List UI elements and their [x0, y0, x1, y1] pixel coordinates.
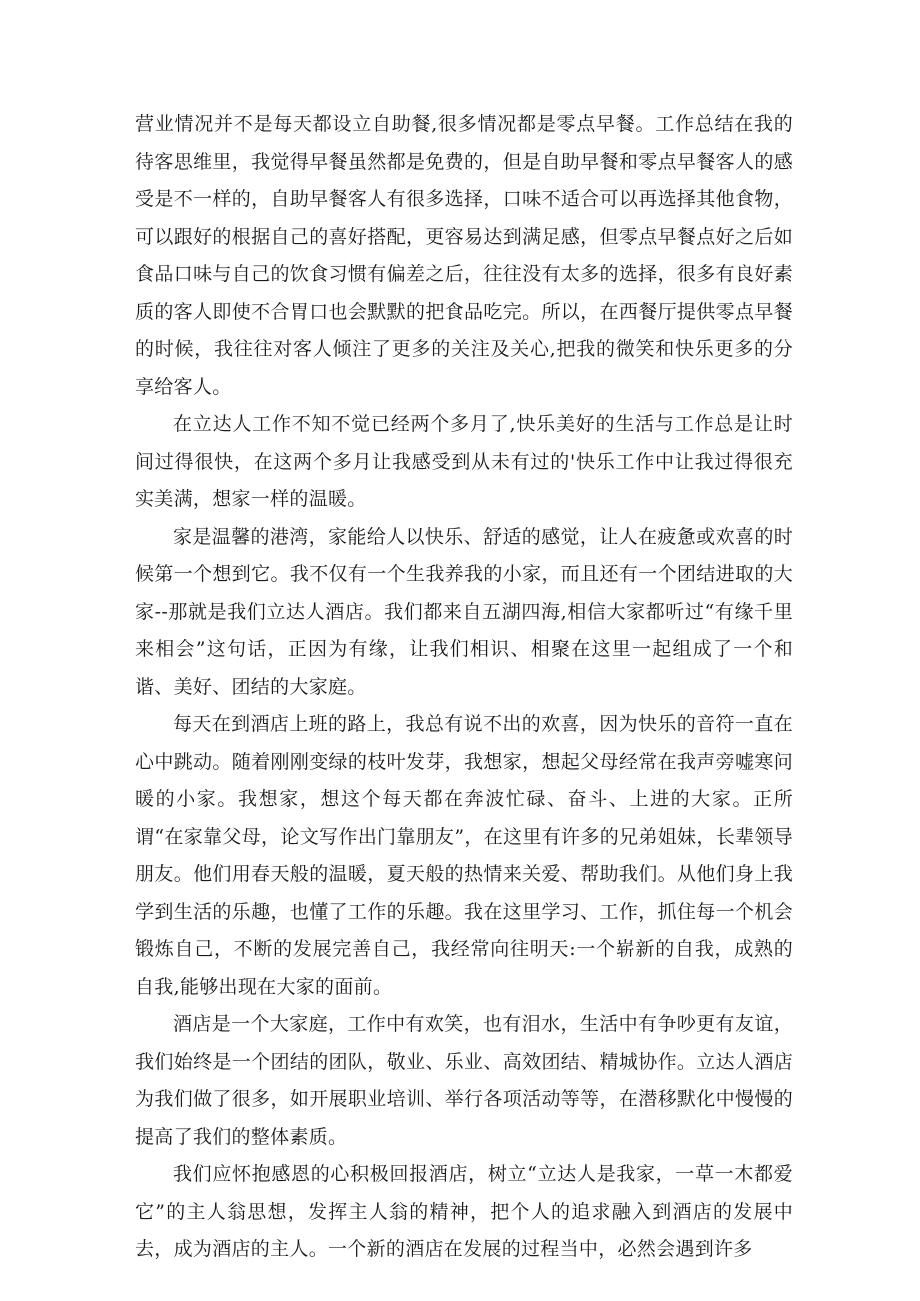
- document-body: [135, 106, 793, 1269]
- paragraph: 我们应怀抱感恩的心积极回报酒店，树立“立达人是我家，一草一木都爱它”的主人翁思想，发挥主人翁的精神，把个人的追求融入到酒店的发展中去，成为酒店的主人。一个新的酒店在发展的过程当中，必然会遇到许多: [135, 1163, 793, 1260]
- paragraph: 酒店是一个大家庭，工作中有欢笑，也有泪水，生活中有争吵更有友谊，我们始终是一个团结的团队，敬业、乐业、高效团结、精城协作。立达人酒店为我们做了很多，如开展职业培训、举行各项活动等等，在潜移默化中慢慢的提高了我们的整体素质。: [135, 1013, 793, 1148]
- paragraph: 在立达人工作不知不觉已经两个多月了,快乐美好的生活与工作总是让时间过得很快，在这两个多月让我感受到从未有过的'快乐工作中让我过得很充实美满，想家一样的温暖。: [135, 413, 793, 510]
- paragraph: 家是温馨的港湾，家能给人以快乐、舒适的感觉，让人在疲惫或欢喜的时候第一个想到它。我不仅有一个生我养我的小家，而且还有一个团结进取的大家--那就是我们立达人酒店。我们都来自五湖四海,相信大家都听过“有缘千里来相会”这句话，正因为有缘，让我们相识、相聚在这里一起组成了一个和谐、美好、团结的大家庭。: [135, 525, 793, 698]
- paragraph: 每天在到酒店上班的路上，我总有说不出的欢喜，因为快乐的音符一直在心中跳动。随着刚刚变绿的枝叶发芽，我想家，想起父母经常在我声旁嘘寒问暖的小家。我想家，想这个每天都在奔波忙碌、奋斗、上进的大家。正所谓“在家靠父母，论文写作出门靠朋友”，在这里有许多的兄弟姐妹，长辈领导朋友。他们用春天般的温暖，夏天般的热情来关爱、帮助我们。从他们身上我学到生活的乐趣，也懂了工作的乐趣。我在这里学习、工作，抓住每一个机会锻炼自己，不断的发展完善自己，我经常向往明天:一个崭新的自我，成熟的自我,能够出现在大家的面前。: [135, 713, 793, 998]
- paragraph-continued: 营业情况并不是每天都设立自助餐,很多情况都是零点早餐。工作总结在我的待客思维里，我觉得早餐虽然都是免费的，但是自助早餐和零点早餐客人的感受是不一样的，自助早餐客人有很多选择，口味不适合可以再选择其他食物，可以跟好的根据自己的喜好搭配，更容易达到满足感，但零点早餐点好之后如食品口味与自己的饮食习惯有偏差之后，往往没有太多的选择，很多有良好素质的客人即使不合胃口也会默默的把食品吃完。所以，在西餐厅提供零点早餐的时候，我往往对客人倾注了更多的关注及关心,把我的微笑和快乐更多的分享给客人。: [135, 113, 793, 398]
